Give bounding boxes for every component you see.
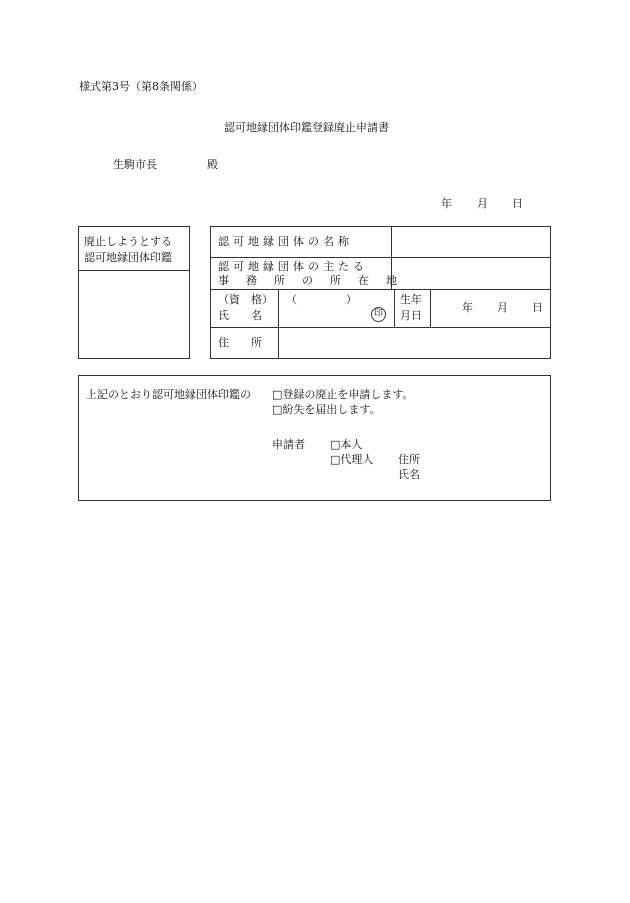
birth-month-label: 月: [497, 301, 508, 314]
representative-name-label: 氏 名: [218, 309, 262, 322]
org-name-field[interactable]: [392, 227, 550, 256]
qualification-paren-open: （: [286, 293, 297, 306]
date-year-label: 年: [441, 197, 452, 210]
date-day-label: 日: [512, 197, 523, 210]
option-abolish-registration[interactable]: □登録の廃止を申請します。: [272, 388, 414, 401]
option-report-lost[interactable]: □紛失を届出します。: [272, 403, 381, 416]
address-field[interactable]: [279, 328, 550, 358]
office-location-field[interactable]: [392, 258, 550, 288]
birth-year-label: 年: [462, 301, 473, 314]
office-location-label-line1: 認可地縁団体の主たる: [218, 260, 368, 273]
date-month-label: 月: [477, 197, 488, 210]
document-title: 認可地縁団体印鑑登録廃止申請書: [224, 121, 389, 134]
birth-date-label-line1: 生年: [400, 293, 422, 306]
seal-impression-area[interactable]: [79, 271, 189, 358]
application-lead-text: 上記のとおり認可地縁団体印鑑の: [86, 388, 251, 401]
representative-name-field[interactable]: [280, 307, 368, 325]
agent-address-label: 住所: [398, 453, 420, 466]
applicant-self-option[interactable]: □本人: [330, 438, 363, 451]
qualification-field[interactable]: [296, 292, 344, 306]
birth-day-label: 日: [532, 301, 543, 314]
applicant-label: 申請者: [272, 438, 305, 451]
addressee-honorific: 殿: [207, 158, 218, 171]
seal-box-label-line2: 認可地縁団体印鑑: [84, 251, 172, 264]
qualification-label: （資 格）: [218, 293, 273, 306]
seal-mark-icon: 印: [371, 307, 386, 322]
addressee-name: 生駒市長: [113, 158, 157, 171]
address-label: 住 所: [218, 336, 262, 349]
info-table-col-divider-birth-left: [394, 289, 395, 327]
birth-date-field[interactable]: [431, 290, 550, 326]
office-location-label-line2: 事務所の所在地: [218, 274, 414, 287]
qualification-paren-close: ）: [346, 293, 357, 306]
agent-name-label: 氏名: [398, 468, 420, 481]
seal-box-label-line1: 廃止しようとする: [84, 235, 172, 248]
form-number: 様式第3号（第8条関係）: [79, 80, 203, 93]
birth-date-label-line2: 月日: [400, 309, 422, 322]
org-name-label: 認可地縁団体の名称: [218, 235, 353, 248]
applicant-agent-option[interactable]: □代理人: [330, 453, 374, 466]
